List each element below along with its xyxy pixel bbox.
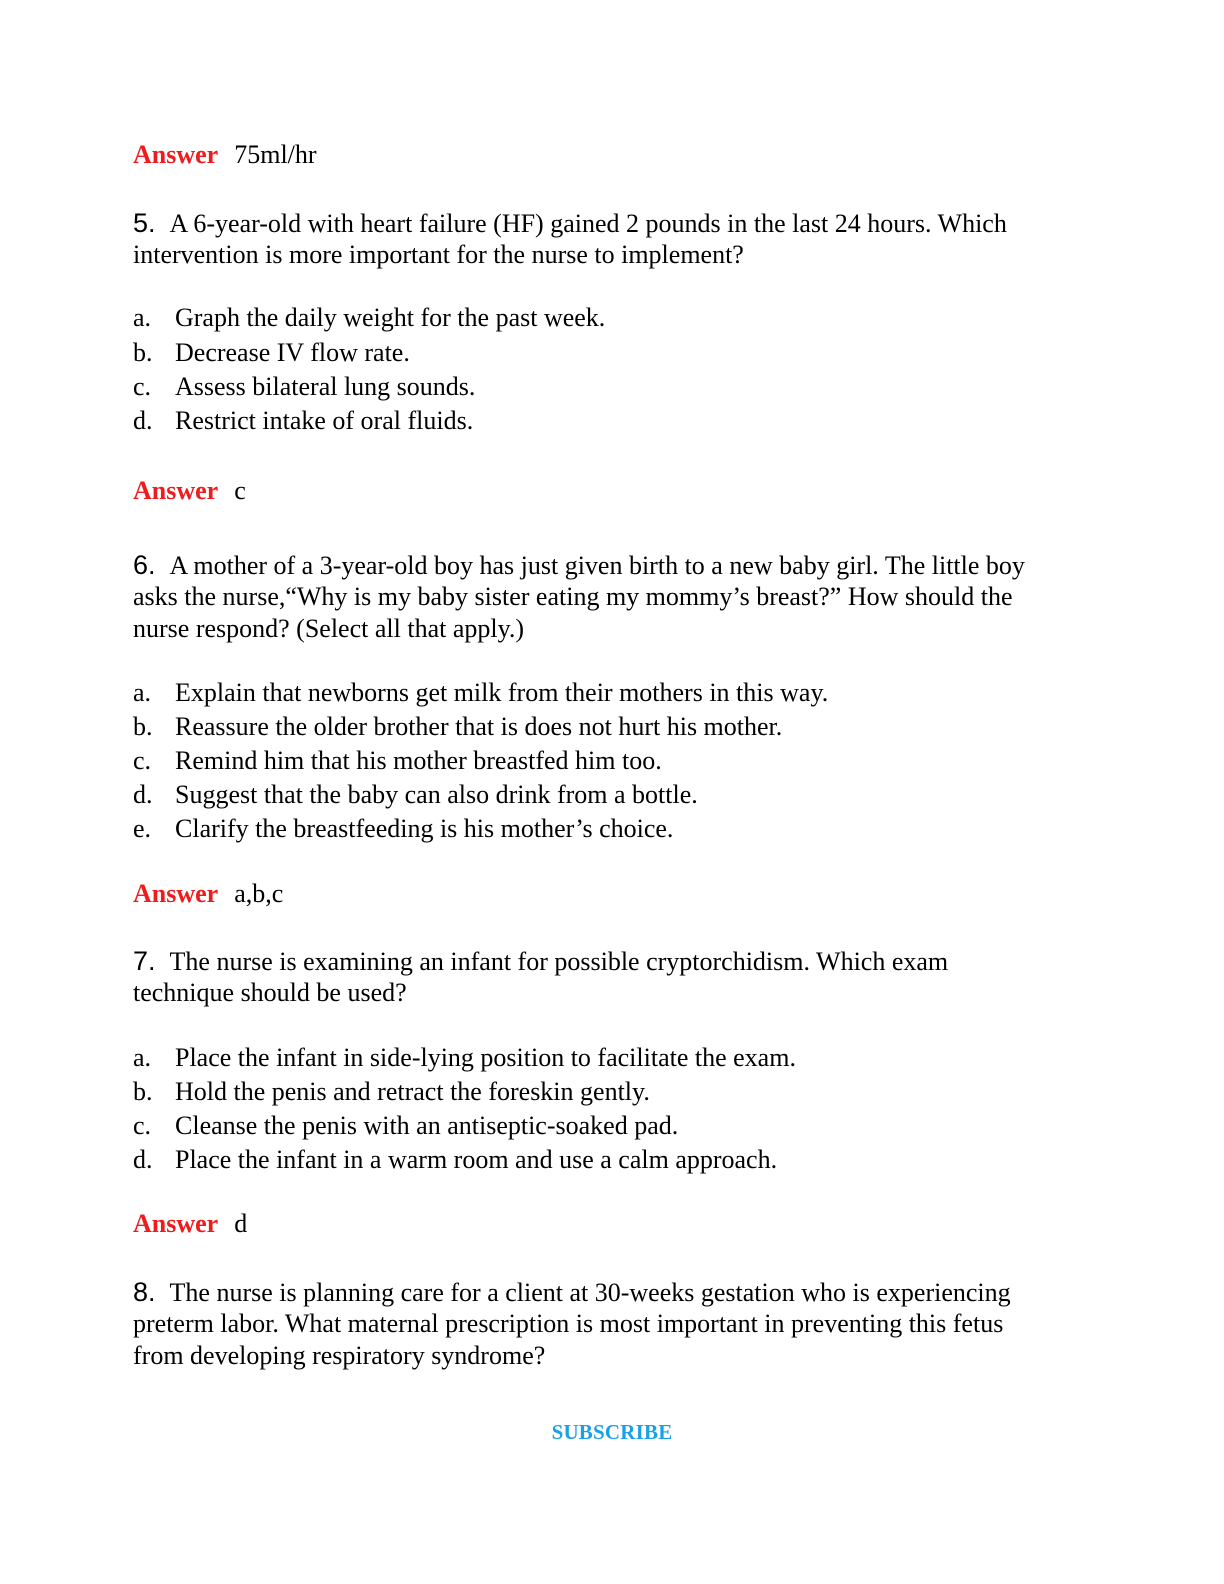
question-number: 6. [133,550,156,580]
answer-line-q4 [133,140,317,170]
answer-value: d [234,1209,248,1238]
option-letter: e. [133,814,152,843]
answer-label: Answer [133,1209,219,1238]
answer-value: a,b,c [234,879,284,908]
option-text: Explain that newborns get milk from their mothers in this way. [175,678,829,707]
option-letter: b. [133,1077,153,1106]
question-8-line-1 [133,1276,1011,1309]
option-letter: c. [133,1111,152,1140]
question-text: A 6-year-old with heart failure (HF) gained 2 pounds in the last 24 hours. Which [169,209,1007,238]
option-text: Restrict intake of oral fluids. [175,406,474,435]
question-text: A mother of a 3-year-old boy has just given birth to a new baby girl. The little boy [169,551,1025,580]
answer-label: Answer [133,140,219,169]
option-text: Place the infant in a warm room and use a calm approach. [175,1145,778,1174]
option-letter: d. [133,1145,153,1174]
option [133,678,828,708]
answer-value: c [234,476,246,505]
question-number: 5. [133,208,156,238]
option-letter: c. [133,372,152,401]
question-8-line-3: from developing respiratory syndrome? [133,1341,546,1370]
answer-line-q6 [133,879,283,909]
option [133,1043,796,1073]
option [133,814,673,844]
question-8-line-2: preterm labor. What maternal prescription is most important in preventing this fetus [133,1309,1004,1338]
option-text: Clarify the breastfeeding is his mother’s choice. [175,814,674,843]
option [133,372,475,402]
option-text: Assess bilateral lung sounds. [175,372,476,401]
option-letter: a. [133,1043,152,1072]
option-letter: a. [133,678,152,707]
question-number: 7. [133,946,156,976]
question-text: The nurse is examining an infant for possible cryptorchidism. Which exam [169,947,949,976]
option-text: Remind him that his mother breastfed him too. [175,746,662,775]
question-6-line-1 [133,549,1025,582]
option [133,712,782,742]
option [133,746,662,776]
question-6-line-3: nurse respond? (Select all that apply.) [133,614,525,643]
option-letter: d. [133,406,153,435]
option-text: Reassure the older brother that is does not hurt his mother. [175,712,783,741]
subscribe-link[interactable]: SUBSCRIBE [551,1420,673,1444]
answer-value: 75ml/hr [234,140,317,169]
option-letter: c. [133,746,152,775]
question-7-line-2: technique should be used? [133,978,407,1007]
option-text: Place the infant in side-lying position to facilitate the exam. [175,1043,796,1072]
question-5-line-1 [133,207,1007,240]
option [133,338,410,368]
option [133,1077,650,1107]
answer-label: Answer [133,476,219,505]
option-text: Graph the daily weight for the past week. [175,303,606,332]
question-7-line-1 [133,945,948,978]
option-letter: b. [133,338,153,367]
option-letter: a. [133,303,152,332]
answer-line-q7 [133,1209,247,1239]
option [133,1111,678,1141]
option-text: Hold the penis and retract the foreskin gently. [175,1077,650,1106]
question-text: The nurse is planning care for a client at 30-weeks gestation who is experiencing [169,1278,1011,1307]
option [133,303,605,333]
option [133,406,473,436]
question-6-line-2: asks the nurse,“Why is my baby sister eating my mommy’s breast?” How should the [133,582,1013,611]
option-letter: d. [133,780,153,809]
option-text: Suggest that the baby can also drink from a bottle. [175,780,698,809]
question-5-line-2: intervention is more important for the nurse to implement? [133,240,744,269]
answer-line-q5 [133,476,246,506]
option [133,780,698,810]
question-number: 8. [133,1277,156,1307]
answer-label: Answer [133,879,219,908]
option-text: Decrease IV flow rate. [175,338,410,367]
option-letter: b. [133,712,153,741]
option-text: Cleanse the penis with an antiseptic-soaked pad. [175,1111,679,1140]
option [133,1145,777,1175]
